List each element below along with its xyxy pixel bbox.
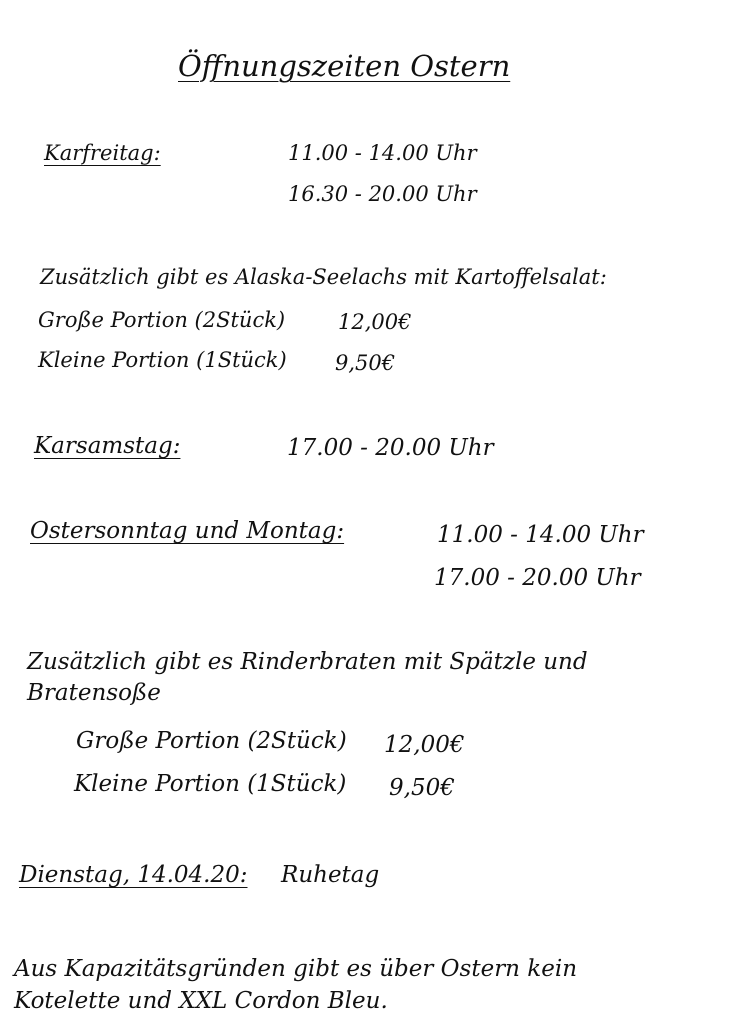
ostern-portion-large: Große Portion (2Stück) (76, 728, 347, 754)
karfreitag-time-1: 11.00 - 14.00 Uhr (288, 141, 477, 165)
ostern-price-large: 12,00€ (384, 732, 465, 758)
ostern-extra-line2: Bratensoße (27, 680, 161, 706)
karfreitag-extra: Zusätzlich gibt es Alaska-Seelachs mit Kartoffelsalat: (40, 265, 607, 289)
karsamstag-time: 17.00 - 20.00 Uhr (287, 435, 494, 461)
karfreitag-price-large: 12,00€ (338, 310, 412, 334)
karfreitag-portion-small: Kleine Portion (1Stück) (38, 348, 287, 372)
karfreitag-label: Karfreitag: (44, 141, 161, 165)
notice-line1: Aus Kapazitätsgründen gibt es über Ostern kein (14, 956, 578, 982)
karfreitag-portion-large: Große Portion (2Stück) (38, 308, 286, 332)
ostern-portion-small: Kleine Portion (1Stück) (74, 771, 347, 797)
karfreitag-price-small: 9,50€ (335, 351, 396, 375)
karfreitag-time-2: 16.30 - 20.00 Uhr (288, 182, 477, 206)
karsamstag-label: Karsamstag: (34, 433, 181, 459)
ostern-extra-line1: Zusätzlich gibt es Rinderbraten mit Spätzle und (27, 649, 588, 675)
notice-line2: Kotelette und XXL Cordon Bleu. (14, 988, 388, 1014)
page-title: Öffnungszeiten Ostern (178, 49, 511, 83)
ostern-time-1: 11.00 - 14.00 Uhr (437, 522, 644, 548)
ostern-time-2: 17.00 - 20.00 Uhr (434, 565, 641, 591)
ostern-price-small: 9,50€ (389, 775, 455, 801)
dienstag-value: Ruhetag (281, 862, 380, 888)
dienstag-label: Dienstag, 14.04.20: (19, 862, 248, 888)
ostern-label: Ostersonntag und Montag: (30, 518, 345, 544)
